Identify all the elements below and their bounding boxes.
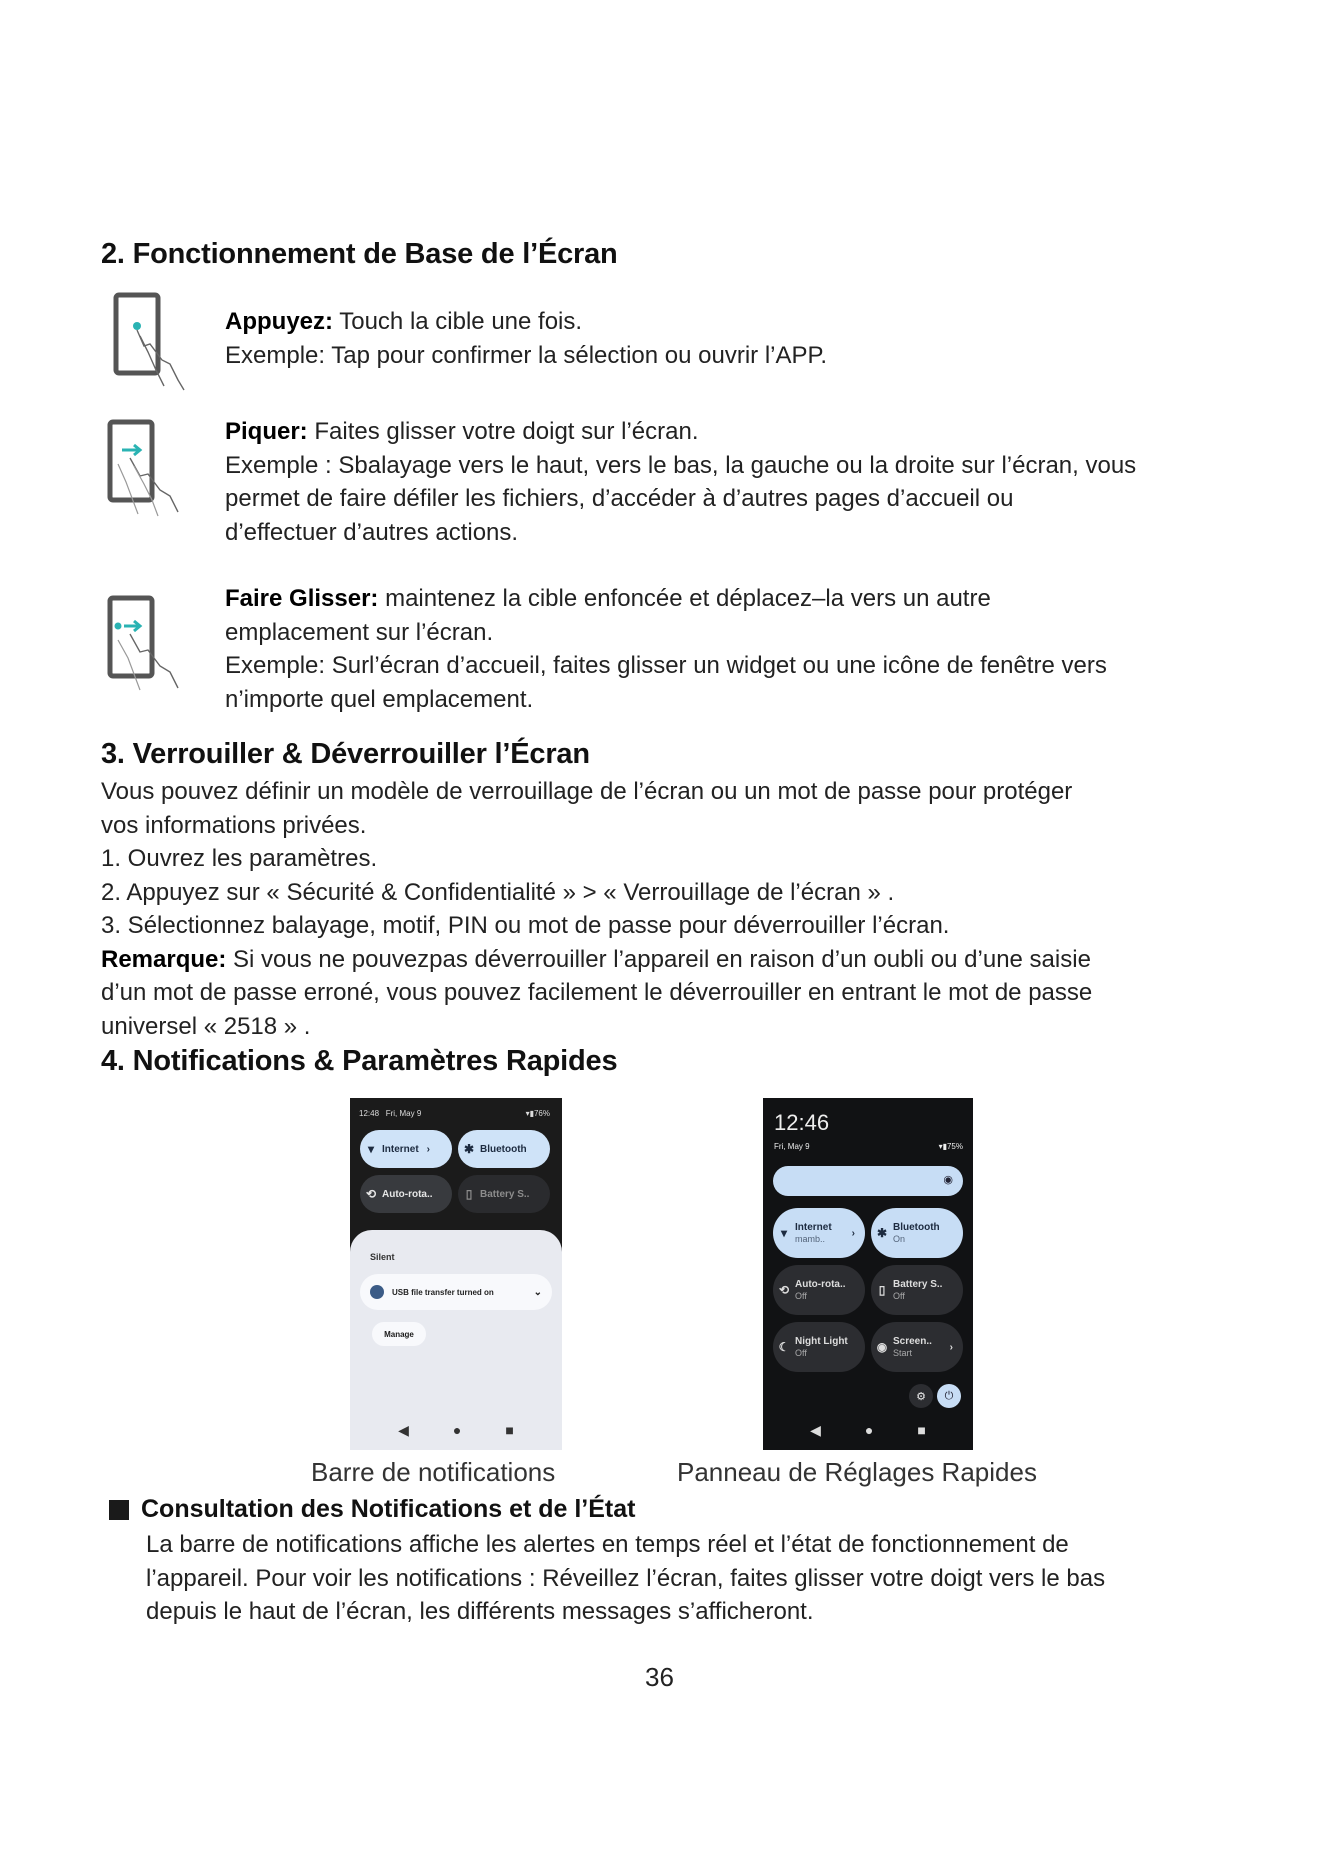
- tile-internet-label: Internet: [382, 1143, 419, 1155]
- lock-step-3: 3. Sélectionnez balayage, motif, PIN ou mot de passe pour déverrouiller l’écran.: [101, 912, 950, 939]
- qs-tile-screen-record[interactable]: [871, 1322, 963, 1372]
- gesture-swipe-line1: Faites glisser votre doigt sur l’écran.: [307, 418, 699, 445]
- rotate-icon: ⟲: [365, 1187, 377, 1201]
- chevron-right-icon: ›: [851, 1227, 855, 1239]
- qs-tile-night-light[interactable]: [773, 1322, 865, 1372]
- back-icon[interactable]: ◀: [810, 1421, 821, 1438]
- gesture-drag-line1: maintenez la cible enfoncée et déplacez–la vers un autre: [378, 585, 991, 612]
- usb-icon: [370, 1285, 384, 1299]
- gesture-tap-line2: Exemple: Tap pour confirmer la sélection ou ouvrir l’APP.: [225, 341, 828, 369]
- lock-step-1: 1. Ouvrez les paramètres.: [101, 845, 378, 872]
- notification-panel: [350, 1230, 562, 1450]
- usb-notification[interactable]: [360, 1274, 552, 1310]
- qs-screen-label: Screen..: [893, 1336, 932, 1347]
- remark-line1: Si vous ne pouvezpas déverrouiller l’appareil en raison d’un oubli ou d’une saisie: [226, 945, 1091, 973]
- lock-intro-line1: Vous pouvez définir un modèle de verrouillage de l’écran ou un mot de passe pour protéger: [101, 778, 1073, 805]
- moon-icon: ☾: [778, 1340, 790, 1354]
- qs-tile-autorotate[interactable]: [773, 1265, 865, 1315]
- tile-battery-saver-label: Battery S..: [480, 1188, 530, 1200]
- drag-gesture-icon: [104, 590, 216, 702]
- chevron-down-icon[interactable]: ⌄: [533, 1286, 542, 1298]
- tile-bluetooth[interactable]: [458, 1130, 550, 1168]
- battery-icon: ▮: [942, 1142, 947, 1151]
- brightness-icon: ◉: [943, 1174, 953, 1186]
- tile-bluetooth-label: Bluetooth: [480, 1143, 527, 1155]
- qs-autorotate-sub: Off: [795, 1291, 807, 1301]
- consultation-line2: l’appareil. Pour voir les notifications : Réveillez l’écran, faites glisser votre doigt vers le bas: [146, 1564, 1106, 1592]
- consultation-title: Consultation des Notifications et de l’État: [141, 1495, 636, 1523]
- qs-battery-saver-label: Battery S..: [893, 1279, 943, 1290]
- lock-intro-line2: vos informations privées.: [101, 811, 367, 839]
- gesture-tap-line1: Touch la cible une fois.: [333, 308, 583, 335]
- lock-step-2: 2. Appuyez sur « Sécurité & Confidentialité » > « Verrouillage de l’écran » .: [101, 878, 895, 906]
- brightness-slider[interactable]: [773, 1166, 963, 1196]
- section-3-title: 3. Verrouiller & Déverrouiller l’Écran: [101, 738, 590, 770]
- home-icon[interactable]: ●: [864, 1422, 874, 1438]
- qs-autorotate-label: Auto-rota..: [795, 1279, 846, 1290]
- qs-night-light-sub: Off: [795, 1348, 807, 1358]
- gesture-swipe-line2: Exemple : Sbalayage vers le haut, vers le bas, la gauche ou la droite sur l’écran, vous: [225, 451, 1137, 479]
- tile-battery-saver[interactable]: [458, 1175, 550, 1213]
- wifi-icon: ▾: [938, 1142, 943, 1151]
- remark-line3: universel « 2518 » .: [101, 1012, 311, 1040]
- bluetooth-icon: ✱: [463, 1142, 475, 1156]
- gesture-drag-line2: emplacement sur l’écran.: [225, 618, 494, 646]
- usb-notification-text: USB file transfer turned on: [392, 1287, 494, 1297]
- rotate-icon: ⟲: [778, 1283, 790, 1297]
- swipe-gesture-icon: [104, 418, 216, 530]
- qs-internet-label: Internet: [795, 1222, 832, 1233]
- gesture-swipe-line3: permet de faire défiler les fichiers, d’accéder à d’autres pages d’accueil ou: [225, 485, 1014, 512]
- qs-battery: 75%: [946, 1142, 963, 1151]
- wifi-icon: ▾: [780, 1226, 788, 1240]
- qs-bluetooth-label: Bluetooth: [893, 1222, 940, 1233]
- qs-battery-saver-sub: Off: [893, 1291, 905, 1301]
- gesture-swipe-line4: d’effectuer d’autres actions.: [225, 518, 519, 546]
- bullet-square-icon: [109, 1500, 129, 1520]
- section-2-title: 2. Fonctionnement de Base de l’Écran: [101, 238, 618, 270]
- back-icon[interactable]: ◀: [398, 1421, 409, 1438]
- consultation-line3: depuis le haut de l’écran, les différents messages s’afficheront.: [146, 1598, 814, 1625]
- notification-bar-screenshot: [350, 1098, 562, 1450]
- remark-line2: d’un mot de passe erroné, vous pouvez facilement le déverrouiller en entrant le mot de passe: [101, 979, 1093, 1006]
- tile-autorotate-label: Auto-rota..: [382, 1188, 433, 1200]
- section-4-title: 4. Notifications & Paramètres Rapides: [101, 1045, 618, 1077]
- qs-internet-sub: mamb..: [795, 1234, 826, 1244]
- gesture-tap-label: Appuyez:: [225, 308, 333, 335]
- qs-date: Fri, May 9: [774, 1142, 810, 1151]
- battery-icon: ▯: [465, 1187, 473, 1201]
- qs-time: 12:46: [774, 1110, 830, 1135]
- gesture-swipe-label: Piquer:: [225, 418, 308, 445]
- power-icon[interactable]: ⏻: [937, 1384, 961, 1408]
- qs-bluetooth-sub: On: [893, 1234, 906, 1244]
- tile-autorotate[interactable]: [360, 1175, 452, 1213]
- qs-tile-internet[interactable]: [773, 1208, 865, 1258]
- recents-icon[interactable]: ■: [505, 1422, 514, 1438]
- battery-icon: ▯: [878, 1283, 886, 1297]
- gesture-drag-line4: n’importe quel emplacement.: [225, 685, 534, 713]
- screen-record-icon: ◉: [876, 1340, 888, 1354]
- gesture-drag-line3: Exemple: Surl’écran d’accueil, faites glisser un widget ou une icône de fenêtre vers: [225, 652, 1107, 679]
- settings-gear-icon[interactable]: ⚙: [909, 1384, 933, 1408]
- caption-quick-settings: Panneau de Réglages Rapides: [677, 1457, 1037, 1487]
- consultation-line1: La barre de notifications affiche les alertes en temps réel et l’état de fonctionnement de: [146, 1531, 1069, 1558]
- gesture-drag-label: Faire Glisser:: [225, 585, 379, 612]
- chevron-right-icon: ›: [426, 1143, 431, 1155]
- caption-notification-bar: Barre de notifications: [311, 1457, 556, 1487]
- page-number: 36: [645, 1662, 674, 1692]
- qs-tile-bluetooth[interactable]: [871, 1208, 963, 1258]
- recents-icon[interactable]: ■: [917, 1422, 926, 1438]
- tap-gesture-icon: [104, 290, 216, 402]
- status-date: Fri, May 9: [385, 1109, 422, 1118]
- chevron-right-icon: ›: [949, 1341, 953, 1353]
- remark-label: Remarque:: [101, 945, 227, 973]
- quick-settings-screenshot: [763, 1098, 973, 1450]
- battery-icon: ▮: [529, 1109, 534, 1118]
- qs-night-light-label: Night Light: [795, 1336, 848, 1347]
- tile-internet[interactable]: [360, 1130, 452, 1168]
- manage-button[interactable]: Manage: [372, 1322, 426, 1346]
- qs-screen-sub: Start: [893, 1348, 913, 1358]
- silent-label: Silent: [370, 1252, 395, 1262]
- home-icon[interactable]: ●: [452, 1422, 462, 1438]
- wifi-icon: ▾: [525, 1109, 530, 1118]
- wifi-icon: ▾: [367, 1142, 375, 1156]
- status-battery: 76%: [533, 1109, 550, 1118]
- status-time: 12:48: [359, 1109, 380, 1118]
- bluetooth-icon: ✱: [876, 1226, 888, 1240]
- qs-tile-battery-saver[interactable]: [871, 1265, 963, 1315]
